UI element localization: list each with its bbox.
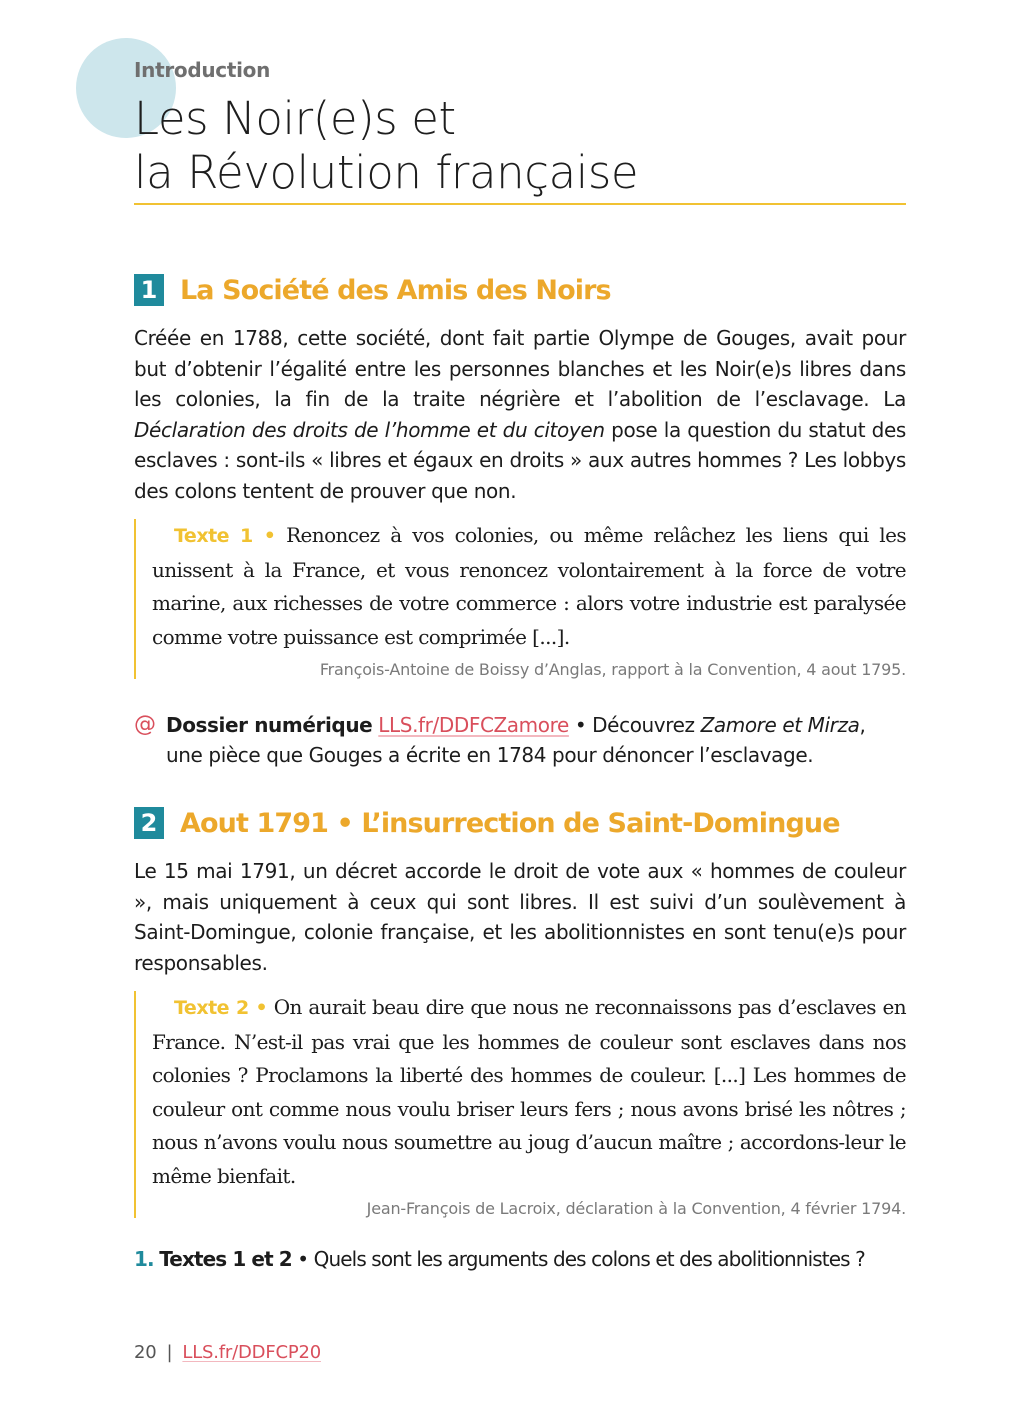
dossier-label: Dossier numérique	[166, 713, 373, 737]
at-icon: @	[134, 712, 156, 737]
quote-2-text-block	[152, 991, 906, 1193]
page-title	[134, 92, 906, 200]
quote-1	[134, 519, 906, 679]
section-2-paragraph: Le 15 mai 1791, un décret accorde le droit de vote aux « hommes de couleur », mais uniquement à ceux qui sont libres. Il est suivi d’un soulèvement à Saint-Domingue, colonie française, et les abolitionnistes en sont tenu(e)s pour responsables.	[134, 859, 906, 975]
quote-2-text: On aurait beau dire que nous ne reconnaissons pas d’esclaves en France. N’est-il pas vrai que les hommes de couleur sont esclaves dans nos colonies ? Proclamons la liberté des hommes de couleur. [...] Les hommes de couleur ont comme nous voulu briser leurs fers ; nous avons brisé les nôtres ; nous n’avons voulu nous soumettre au joug d’aucun maître ; accordons-leur le même bienfait.	[152, 995, 906, 1188]
quote-2-source: Jean-François de Lacroix, déclaration à la Convention, 4 février 1794.	[366, 1199, 906, 1218]
quote-1-label: Texte 1 •	[174, 525, 276, 547]
quote-2-label: Texte 2 •	[174, 997, 268, 1019]
section-1-text-italic: Déclaration des droits de l’homme et du citoyen	[134, 417, 605, 442]
section-2-heading	[134, 805, 906, 841]
title-line-1: Les Noir(e)s et	[134, 92, 456, 145]
section-1-text-a: Créée en 1788, cette société, dont fait partie Olympe de Gouges, avait pour but d’obtenir l’égalité entre les personnes blanches et les Noir(e)s libres dans les colonies, la fin de la traite négrière et l’abolition de l’esclavage. La	[134, 326, 906, 411]
digital-dossier	[134, 710, 906, 770]
section-kicker: Introduction	[134, 58, 271, 82]
quote-2	[134, 991, 906, 1218]
dossier-text	[166, 710, 906, 770]
question-number: 1.	[134, 1247, 154, 1271]
question-label: Textes 1 et 2	[159, 1247, 292, 1271]
question-1	[134, 1244, 906, 1274]
section-1-paragraph	[134, 323, 906, 506]
dossier-text-a: • Découvrez	[568, 713, 701, 737]
title-line-2: la Révolution française	[134, 146, 639, 199]
quote-1-text-block	[152, 519, 906, 654]
quote-1-text: Renoncez à vos colonies, ou même relâchez les liens qui les unissent à la France, et vous renoncez volontairement à la force de votre marine, aux richesses de votre commerce : alors votre industrie est paralysée comme votre puissance est comprimée [...].	[152, 523, 906, 649]
title-underline	[134, 203, 906, 205]
section-2-number: 2	[134, 807, 164, 839]
page-number: 20	[134, 1342, 157, 1363]
question-text: • Quels sont les arguments des colons et des abolitionnistes ?	[297, 1247, 865, 1271]
footer-link[interactable]: LLS.fr/DDFCP20	[182, 1342, 321, 1363]
section-1-title: La Société des Amis des Noirs	[180, 274, 611, 306]
quote-1-source: François-Antoine de Boissy d’Anglas, rapport à la Convention, 4 aout 1795.	[319, 660, 906, 679]
dossier-link[interactable]: LLS.fr/DDFCZamore	[378, 713, 569, 737]
section-1-heading	[134, 272, 906, 308]
section-2-title: Aout 1791 • L’insurrection de Saint-Domingue	[180, 807, 840, 839]
footer-separator: |	[166, 1342, 173, 1363]
dossier-text-italic: Zamore et Mirza	[700, 713, 860, 737]
section-1-text-b: pose la question du statut des esclaves : sont-ils « libres et égaux en droits » aux autres hommes ? Les lobbys des colons tentent de prouver que non.	[134, 417, 906, 503]
dossier-text-b: , une pièce que Gouges a écrite en 1784 pour dénoncer l’esclavage.	[166, 713, 866, 767]
section-1-number: 1	[134, 274, 164, 306]
page-footer	[134, 1342, 321, 1363]
